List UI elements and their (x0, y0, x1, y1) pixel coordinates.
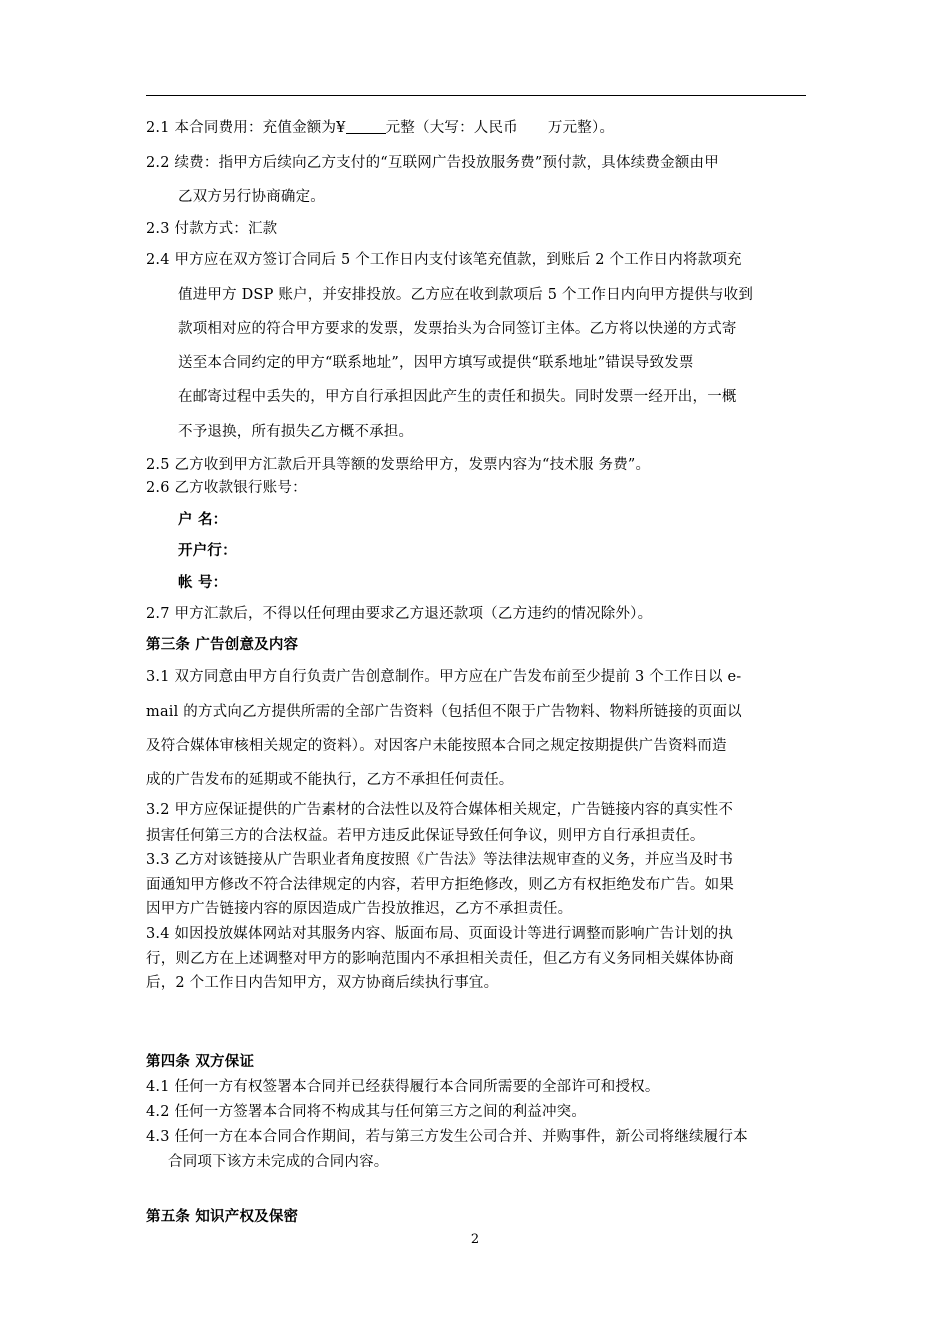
clause-2-4-line-3: 款项相对应的符合甲方要求的发票，发票抬头为合同签订主体。乙方将以快递的方式寄 (178, 321, 737, 337)
clause-3-2-line-1: 3.2 甲方应保证提供的广告素材的合法性以及符合媒体相关规定，广告链接内容的真实性不 (146, 802, 734, 818)
clause-2-4-line-4: 送至本合同约定的甲方“联系地址”，因甲方填写或提供“联系地址”错误导致发票 (178, 355, 694, 371)
clause-3-4-line-1: 3.4 如因投放媒体网站对其服务内容、版面布局、页面设计等进行调整而影响广告计划的执 (146, 926, 734, 942)
clause-2-4-line-2: 值进甲方 DSP 账户，并安排投放。乙方应在收到款项后 5 个工作日内向甲方提供与收到 (178, 287, 754, 303)
page-number: 2 (470, 1232, 480, 1247)
clause-4-1: 4.1 任何一方有权签署本合同并已经获得履行本合同所需要的全部许可和授权。 (146, 1079, 660, 1095)
clause-4-2: 4.2 任何一方签署本合同将不构成其与任何第三方之间的利益冲突。 (146, 1104, 587, 1120)
article-4-heading: 第四条 双方保证 (146, 1053, 255, 1070)
clause-2-1-text-b: 元整（大写：人民币 (385, 120, 518, 136)
article-3-heading: 第三条 广告创意及内容 (146, 636, 299, 653)
amount-blank (346, 119, 386, 134)
clause-2-1 (146, 118, 808, 138)
clause-2-4-line-1: 2.4 甲方应在双方签订合同后 5 个工作日内支付该笔充值款，到账后 2 个工作日内将款项充 (146, 252, 742, 268)
clause-3-4-line-2: 行，则乙方在上述调整对甲方的影响范围内不承担相关责任，但乙方有义务同相关媒体协商 (146, 951, 734, 967)
clause-4-3-line-1: 4.3 任何一方在本合同合作期间，若与第三方发生公司合并、并购事件，新公司将继续履行本 (146, 1129, 748, 1145)
clause-3-4-line-3: 后，2 个工作日内告知甲方，双方协商后续执行事宜。 (146, 975, 499, 991)
clause-3-3-line-3: 因甲方广告链接内容的原因造成广告投放推迟，乙方不承担责任。 (146, 901, 573, 917)
article-5-heading: 第五条 知识产权及保密 (146, 1208, 299, 1225)
clause-2-2-line-1: 2.2 续费：指甲方后续向乙方支付的“互联网广告投放服务费”预付款，具体续费金额由甲 (146, 155, 719, 171)
clause-2-2-line-2: 乙双方另行协商确定。 (178, 189, 325, 205)
clause-2-3: 2.3 付款方式：汇款 (146, 221, 278, 237)
bank-name-label: 开户行： (178, 542, 237, 559)
clause-2-6: 2.6 乙方收款银行账号： (146, 480, 307, 496)
clause-2-1-text-a: 2.1 本合同费用：充值金额为¥ (146, 120, 346, 136)
bank-account-number-label: 帐 号： (178, 574, 228, 591)
clause-2-7: 2.7 甲方汇款后，不得以任何理由要求乙方退还款项（乙方违约的情况除外）。 (146, 606, 653, 622)
clause-3-1-line-2: mail 的方式向乙方提供所需的全部广告资料（包括但不限于广告物料、物料所链接的页面以 (146, 704, 742, 720)
header-rule (146, 95, 806, 96)
clause-3-2-line-2: 损害任何第三方的合法权益。若甲方违反此保证导致任何争议，则甲方自行承担责任。 (146, 828, 705, 844)
clause-4-3-line-2: 合同项下该方未完成的合同内容。 (168, 1154, 389, 1170)
clause-3-3-line-1: 3.3 乙方对该链接从广告职业者角度按照《广告法》等法律法规审查的义务，并应当及时书 (146, 852, 734, 868)
clause-3-3-line-2: 面通知甲方修改不符合法律规定的内容，若甲方拒绝修改，则乙方有权拒绝发布广告。如果 (146, 877, 734, 893)
bank-account-name-label: 户 名： (178, 511, 228, 528)
clause-2-4-line-6: 不予退换，所有损失乙方概不承担。 (178, 424, 414, 440)
clause-3-1-line-4: 成的广告发布的延期或不能执行，乙方不承担任何责任。 (146, 772, 514, 788)
clause-2-1-text-c: 万元整）。 (547, 120, 615, 136)
clause-3-1-line-3: 及符合媒体审核相关规定的资料）。对因客户未能按照本合同之规定按期提供广告资料而造 (146, 738, 727, 754)
clause-2-4-line-5: 在邮寄过程中丢失的，甲方自行承担因此产生的责任和损失。同时发票一经开出，一概 (178, 389, 737, 405)
clause-2-5: 2.5 乙方收到甲方汇款后开具等额的发票给甲方，发票内容为“技术服 务费”。 (146, 457, 651, 473)
clause-3-1-line-1: 3.1 双方同意由甲方自行负责广告创意制作。甲方应在广告发布前至少提前 3 个工作日以 e- (146, 669, 742, 685)
